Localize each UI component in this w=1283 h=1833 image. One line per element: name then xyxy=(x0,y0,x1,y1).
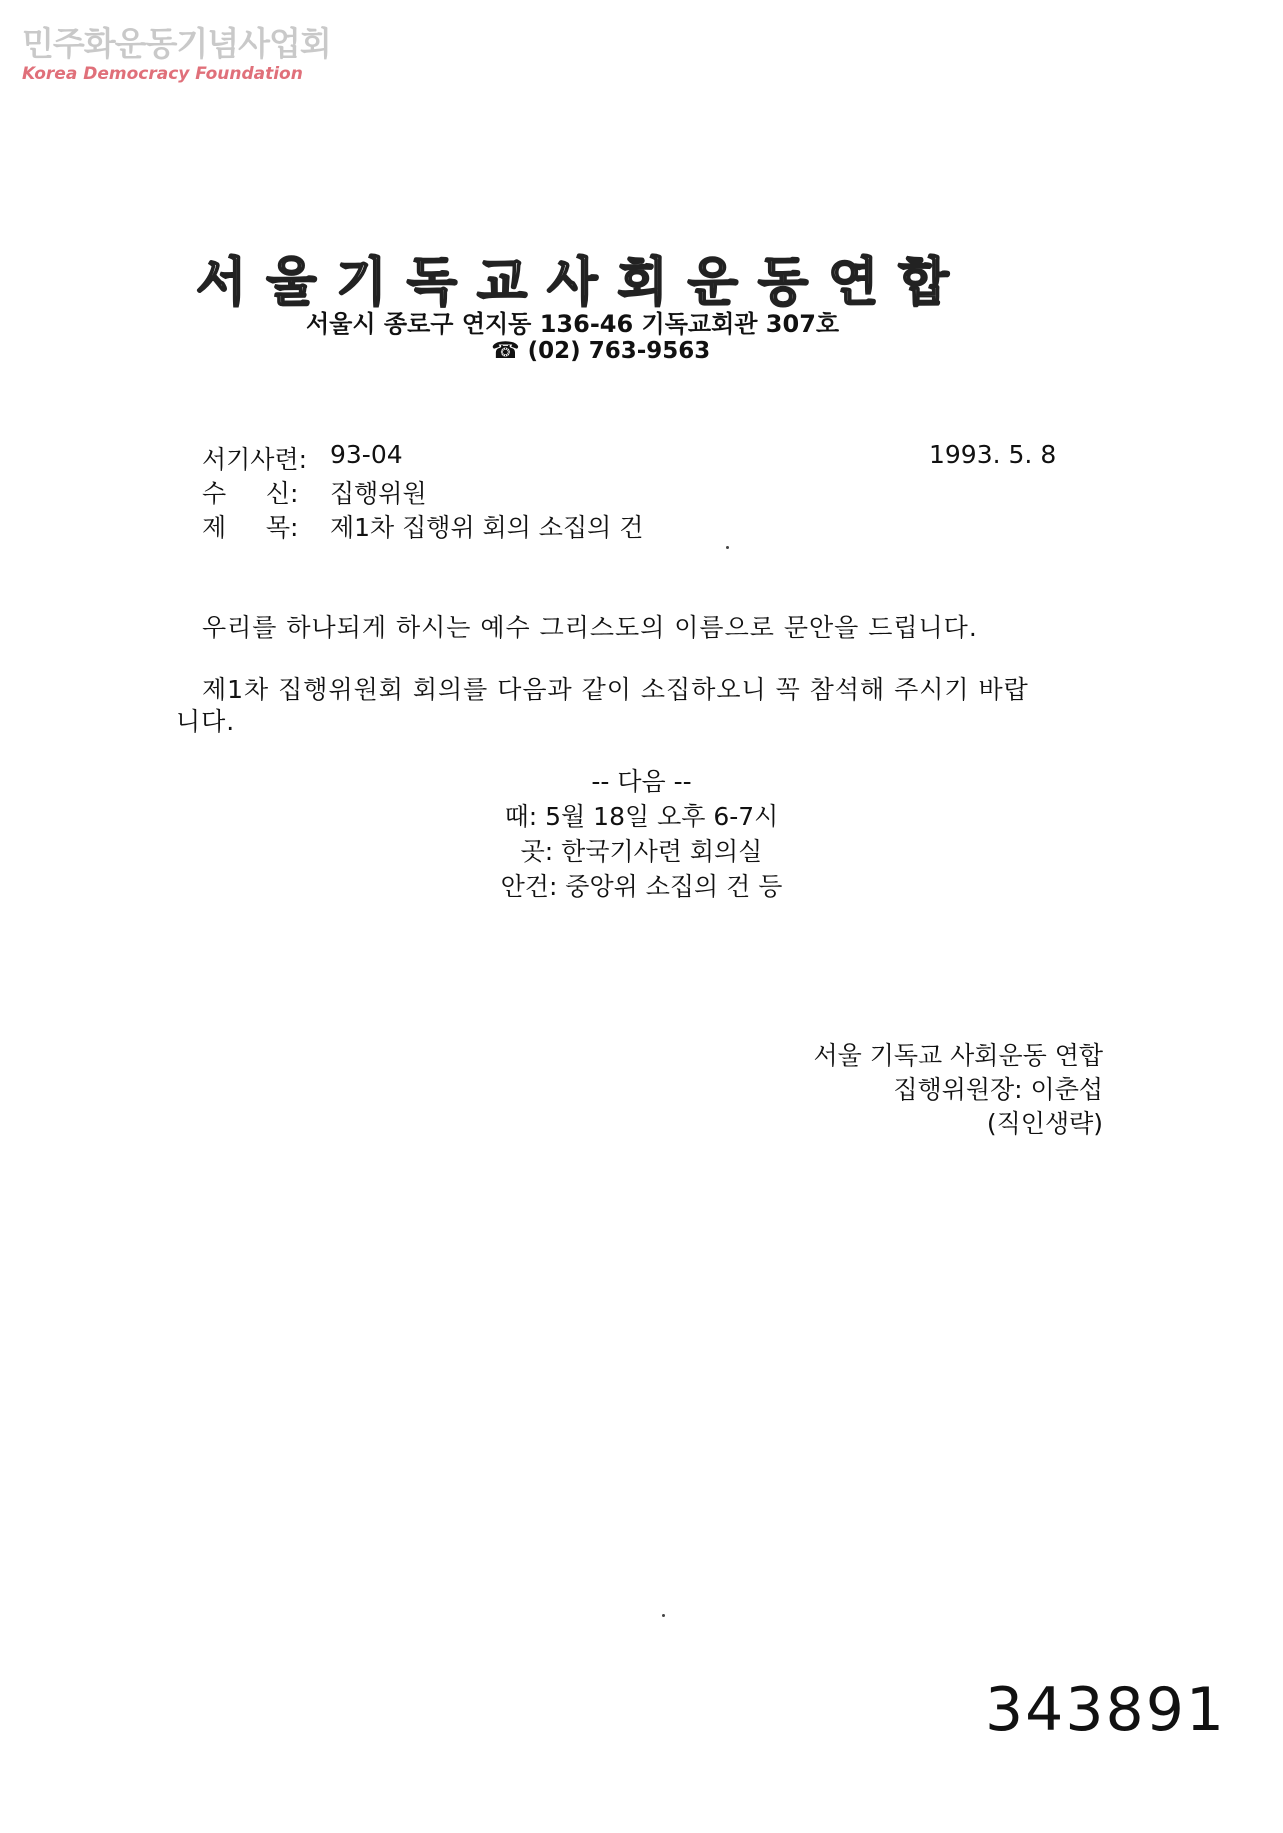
meeting-agenda: 안건: 중앙위 소집의 건 등 xyxy=(500,872,783,901)
meeting-time: 때: 5월 18일 오후 6-7시 xyxy=(504,802,779,831)
recipient-label: 수 신: xyxy=(202,479,299,508)
watermark-korean: 민주화운동기념사업회 xyxy=(22,24,331,63)
scan-speck xyxy=(726,546,729,549)
meeting-place: 곳: 한국기사련 회의실 xyxy=(520,837,763,866)
body-paragraph-line1: 제1차 집행위원회 회의를 다음과 같이 소집하오니 꼭 참석해 주시기 바랍 xyxy=(202,675,1029,704)
signature-note: (직인생략) xyxy=(986,1109,1103,1138)
details-heading: -- 다음 -- xyxy=(591,767,692,796)
greeting-text: 우리를 하나되게 하시는 예수 그리스도의 이름으로 문안을 드립니다. xyxy=(202,613,978,642)
body-paragraph-line2: 니다. xyxy=(176,707,236,736)
letterhead-address: 서울시 종로구 연지동 136-46 기독교회관 307호 xyxy=(306,310,840,338)
doc-number: 93-04 xyxy=(330,440,403,469)
signature-org: 서울 기독교 사회운동 연합 xyxy=(813,1041,1103,1070)
doc-date: 1993. 5. 8 xyxy=(929,440,1057,469)
signature-chair: 집행위원장: 이춘섭 xyxy=(893,1075,1103,1104)
doc-number-label: 서기사련: xyxy=(202,445,308,474)
subject: 제1차 집행위 회의 소집의 건 xyxy=(330,513,644,542)
watermark-english: Korea Democracy Foundation xyxy=(22,64,303,84)
letterhead-phone: ☎ (02) 763-9563 xyxy=(491,338,711,364)
letterhead-org-name: 서울기독교사회운동연합 xyxy=(196,252,969,313)
archive-number: 343891 xyxy=(985,1675,1227,1745)
subject-label: 제 목: xyxy=(202,513,299,542)
scan-speck xyxy=(662,1614,665,1617)
recipient: 집행위원 xyxy=(330,479,427,508)
